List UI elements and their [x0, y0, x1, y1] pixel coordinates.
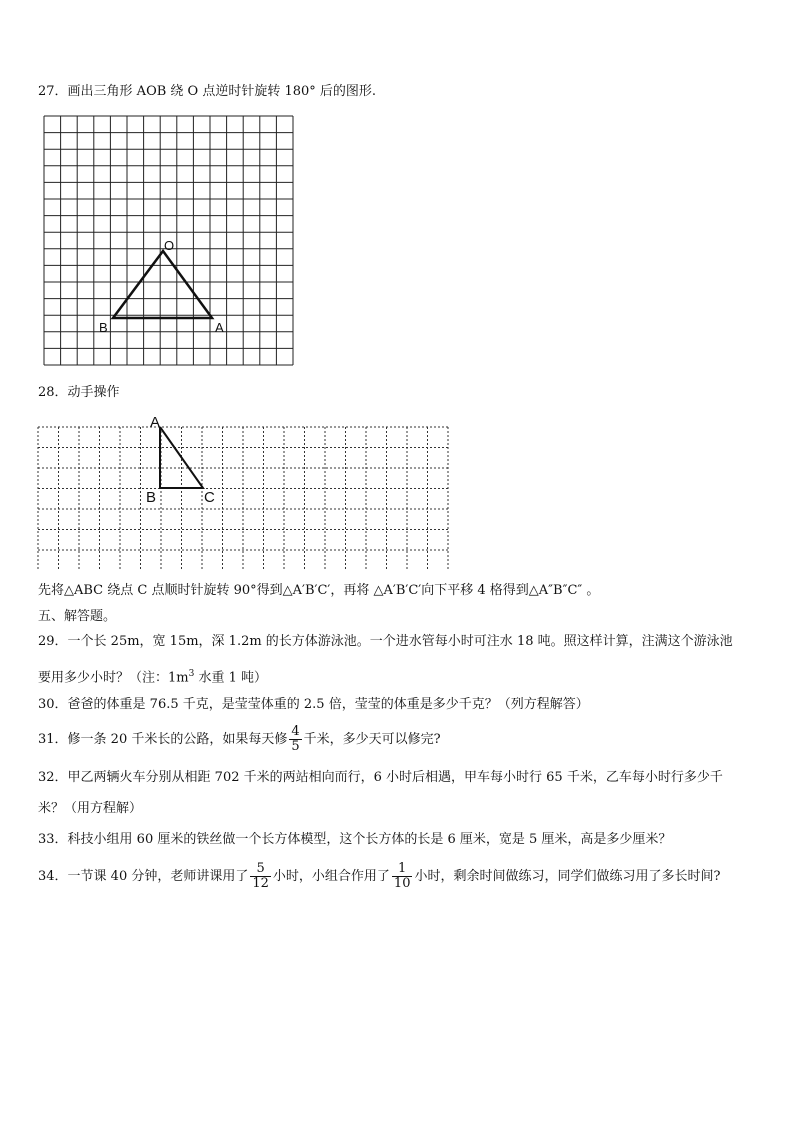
q31-frac-den: 5	[291, 739, 300, 754]
q34-line	[38, 857, 720, 897]
q30-text: 30．爸爸的体重是 76.5 千克，是莹莹体重的 2.5 倍，莹莹的体重是多少千克？（列方程解答）	[38, 697, 589, 712]
q34-post: 小时，剩余时间做练习，同学们做练习用了多长时间?	[414, 869, 721, 884]
label-a: A	[215, 320, 224, 335]
q31-pre: 31．修一条 20 千米长的公路，如果每天修	[38, 732, 288, 747]
q28-instruction: 先将△ABC 绕点 C 点顺时针旋转 90°得到△A′B′C′，再将 △A′B′C′向下平移 4 格得到△A″B″C″ 。	[38, 583, 600, 598]
q34-frac2-den: 10	[393, 876, 411, 891]
q34-fraction-2	[392, 862, 413, 891]
section-5-title: 五、解答题。	[38, 609, 117, 624]
q34-frac2-num: 1	[398, 861, 407, 876]
q31-fraction	[289, 725, 301, 754]
q34-fraction-1	[250, 862, 271, 891]
q29-superscript: 3	[188, 669, 195, 679]
q31-frac-num: 4	[291, 724, 300, 739]
label-a-28: A	[150, 414, 161, 431]
q29-line1: 29．一个长 25m，宽 15m，深 1.2m 的长方体游泳池。一个进水管每小时可注水 18 吨。照这样计算，注满这个游泳池	[38, 634, 733, 649]
q32-line1: 32．甲乙两辆火车分别从相距 702 千米的两站相向而行，6 小时后相遇，甲车每小时行 65 千米，乙车每小时行多少千	[38, 770, 723, 785]
q31-line	[38, 722, 441, 758]
q28-grid-figure	[0, 410, 794, 570]
label-o: O	[164, 238, 175, 253]
label-b-28: B	[146, 489, 157, 506]
q31-post: 千米，多少天可以修完?	[303, 732, 441, 747]
q33-text: 33．科技小组用 60 厘米的铁丝做一个长方体模型，这个长方体的长是 6 厘米，宽是 5 厘米，高是多少厘米？	[38, 832, 672, 847]
triangle-aob	[113, 251, 212, 318]
q29-line2-post: 水重 1 吨）	[194, 670, 268, 686]
q34-frac1-num: 5	[256, 861, 265, 876]
q29-line2-pre: 要用多少小时？（注：1m	[38, 670, 189, 686]
q34-pre: 34．一节课 40 分钟，老师讲课用了	[38, 869, 249, 884]
q28-title: 28．动手操作	[38, 385, 120, 400]
q34-mid: 小时，小组合作用了	[272, 869, 390, 884]
q27-text: 27．画出三角形 AOB 绕 O 点逆时针旋转 180° 后的图形.	[38, 84, 377, 99]
q34-frac1-den: 12	[252, 876, 269, 891]
q29-line2	[38, 664, 267, 688]
label-b: B	[99, 320, 108, 335]
q28-dashed-grid	[38, 427, 448, 570]
q32-line2: 米？（用方程解）	[38, 801, 143, 816]
label-c-28: C	[204, 489, 215, 506]
q27-grid-figure	[0, 110, 794, 370]
